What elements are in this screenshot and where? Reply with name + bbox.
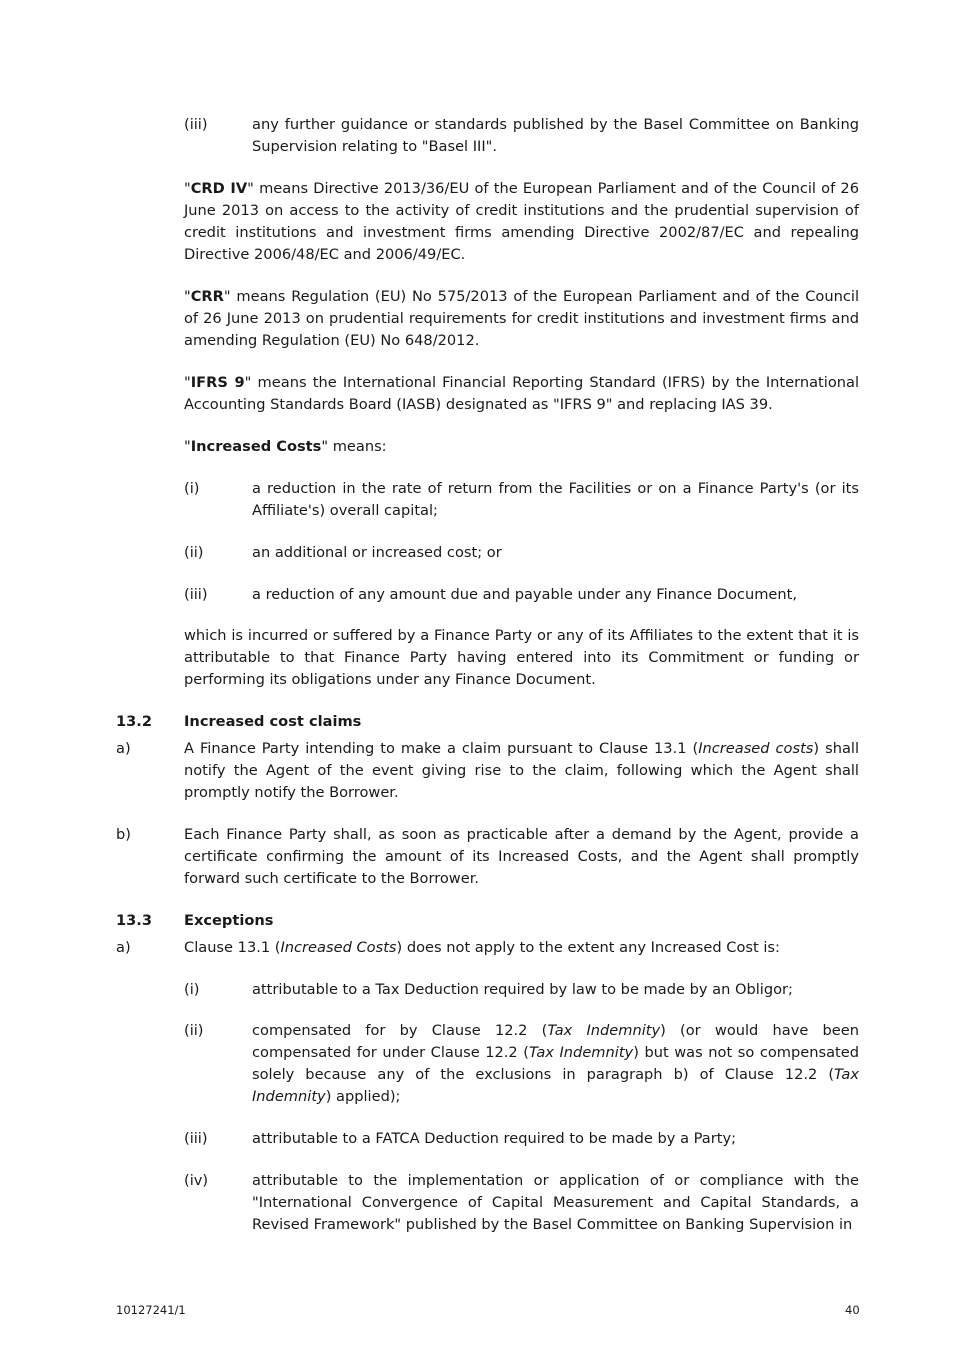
definition-crd-iv: "CRD IV" means Directive 2013/36/EU of the European Parliament and of the Council of 26 June 2013 on access to the activity of credit institutions and the prudential supervision of credit institutions and investment firms amending Directive 2002/87/EC and repealing Directive 2006/48/EC and 2006/49/EC. xyxy=(184,180,859,263)
italic-text: Tax Indemnity xyxy=(528,1044,634,1061)
definition-ifrs9: "IFRS 9" means the International Financial Reporting Standard (IFRS) by the International Accounting Standards Board (IASB) designated as "IFRS 9" and replacing IAS 39. xyxy=(184,374,860,413)
italic-text: Tax Indemnity xyxy=(547,1022,661,1039)
list-number: (iii) xyxy=(184,1130,208,1147)
page-number: 40 xyxy=(845,1303,860,1317)
text-run: ) shall notify the Agent of the event giving rise to the claim, following which the Agent shall promptly notify the Borrower. xyxy=(184,740,859,801)
italic-text: Tax Indemnity xyxy=(252,1066,859,1105)
defined-term: CRR xyxy=(190,288,224,305)
paragraph-label: a) xyxy=(116,740,131,757)
text-run: Clause 13.1 ( xyxy=(184,939,281,956)
list-item-text: an additional or increased cost; or xyxy=(252,544,502,561)
list-item-text: any further guidance or standards published by the Basel Committee on Banking Supervision relating to "Basel III". xyxy=(252,116,859,155)
list-number: (iii) xyxy=(184,116,208,133)
list-item-text: attributable to the implementation or application of or compliance with the "International Convergence of Capital Measurement and Capital Standards, a Revised Framework" published by the Basel Committee on Banking Supervision in xyxy=(252,1172,859,1233)
list-item-text xyxy=(252,1020,859,1108)
italic-text: Increased Costs xyxy=(280,939,397,956)
document-id: 10127241/1 xyxy=(116,1303,186,1317)
list-item-text: a reduction of any amount due and payable under any Finance Document, xyxy=(252,586,797,603)
defined-term: CRD IV xyxy=(190,180,248,197)
definition-increased-costs: "Increased Costs" means: xyxy=(184,438,387,455)
defined-term: IFRS 9 xyxy=(190,374,245,391)
list-number: (i) xyxy=(184,981,200,998)
paragraph-text: Each Finance Party shall, as soon as practicable after a demand by the Agent, provide a certificate confirming the amount of its Increased Costs, and the Agent shall promptly forward such certificate to the Borrower. xyxy=(184,826,859,887)
list-number: (iv) xyxy=(184,1172,209,1189)
text-run: A Finance Party intending to make a claim pursuant to Clause 13.1 ( xyxy=(184,740,699,757)
paragraph-label: b) xyxy=(116,826,131,843)
paragraph-text xyxy=(184,738,859,804)
section-number: 13.2 xyxy=(116,713,153,730)
paragraph-text xyxy=(184,937,859,959)
definition-crr: "CRR" means Regulation (EU) No 575/2013 of the European Parliament and of the Council of 26 June 2013 on prudential requirements for credit institutions and investment firms and amending Regulation (EU) No 648/2012. xyxy=(184,288,859,349)
text-run: ) but was not so compensated solely because any of the exclusions in paragraph b) of Clause 12.2 ( xyxy=(252,1044,859,1083)
list-number: (i) xyxy=(184,480,200,497)
text-run: ) applied); xyxy=(325,1088,401,1105)
list-number: (ii) xyxy=(184,544,204,561)
list-item-text: a reduction in the rate of return from the Facilities or on a Finance Party's (or its Affiliate's) overall capital; xyxy=(252,480,859,519)
definition-closing-text: which is incurred or suffered by a Finance Party or any of its Affiliates to the extent that it is attributable to that Finance Party having entered into its Commitment or funding or performing its obligations under any Finance Document. xyxy=(184,627,859,688)
list-item-text: attributable to a Tax Deduction required by law to be made by an Obligor; xyxy=(252,981,793,998)
definition-text: " means Regulation (EU) No 575/2013 of the European Parliament and of the Council of 26 June 2013 on prudential requirements for credit institutions and investment firms and amending Regulation (EU) No 648/2012. xyxy=(184,288,859,349)
text-run: compensated for by Clause 12.2 ( xyxy=(252,1022,548,1039)
paragraph-label: a) xyxy=(116,939,131,956)
list-number: (ii) xyxy=(184,1022,204,1039)
definition-text: " means the International Financial Reporting Standard (IFRS) by the International Accounting Standards Board (IASB) designated as "IFRS 9" and replacing IAS 39. xyxy=(184,374,860,413)
text-run: ) does not apply to the extent any Increased Cost is: xyxy=(396,939,780,956)
text-run: ) (or would have been compensated for under Clause 12.2 ( xyxy=(252,1022,859,1061)
list-item-text: attributable to a FATCA Deduction required to be made by a Party; xyxy=(252,1130,737,1147)
definition-text: " means: xyxy=(321,438,387,455)
section-number: 13.3 xyxy=(116,912,153,929)
section-title: Exceptions xyxy=(184,912,274,929)
list-number: (iii) xyxy=(184,586,208,603)
section-title: Increased cost claims xyxy=(184,713,362,730)
italic-text: Increased costs xyxy=(698,740,814,757)
definition-text: " means Directive 2013/36/EU of the European Parliament and of the Council of 26 June 2013 on access to the activity of credit institutions and the prudential supervision of credit institutions and investment firms amending Directive 2002/87/EC and repealing Directive 2006/48/EC and 2006/49/EC. xyxy=(184,180,859,263)
defined-term: Increased Costs xyxy=(190,438,322,455)
